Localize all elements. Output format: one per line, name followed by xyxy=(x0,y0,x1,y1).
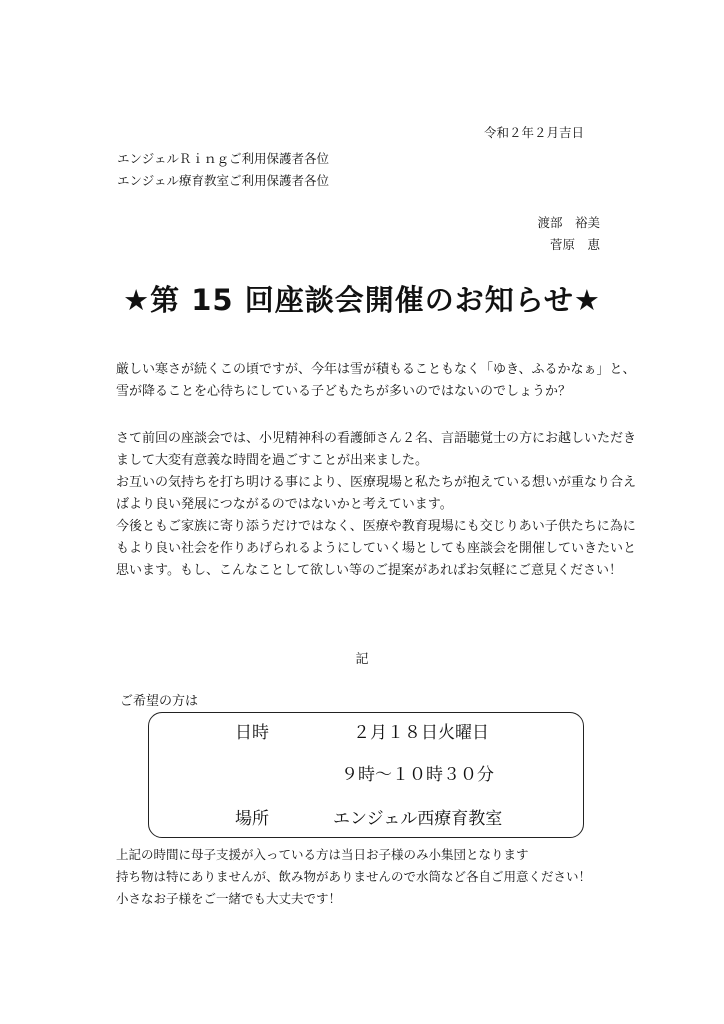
body-line: 今後ともご家族に寄り添うだけではなく、医療や教育現場にも交じりあい子供たちに為に xyxy=(116,519,636,534)
body-line: まして大変有意義な時間を過ごすことが出来ました。 xyxy=(116,453,429,468)
page-title: ★第 15 回座談会開催のお知らせ★ xyxy=(123,283,601,317)
issue-date: 令和２年２月吉日 xyxy=(484,125,585,140)
body-line: 雪が降ることを心待ちにしている子どもたちが多いのではないのでしょうか？ xyxy=(116,384,572,399)
note-line: 持ち物は特にありませんが、飲み物がありませんので水筒など各自ご用意ください！ xyxy=(116,869,592,884)
place-value: エンジェル西療育教室 xyxy=(333,809,503,829)
note-line: 上記の時間に母子支援が入っている方は当日お子様のみ小集団となります xyxy=(116,847,529,862)
event-details-box xyxy=(148,712,584,838)
sender-name: 菅原 恵 xyxy=(549,237,600,252)
recipient-line: エンジェル療育教室ご利用保護者各位 xyxy=(117,173,329,188)
body-line: 思います。もし、こんなことして欲しい等のご提案があればお気軽にご意見ください！ xyxy=(116,563,622,578)
recipient-line: エンジェルＲｉｎｇご利用保護者各位 xyxy=(117,151,329,166)
place-label: 場所 xyxy=(235,809,269,829)
body-paragraph-2 xyxy=(116,428,636,582)
body-paragraph-1 xyxy=(116,359,636,403)
body-line: ばより良い発展につながるのではないかと考えています。 xyxy=(116,497,453,512)
ki-heading: 記 xyxy=(355,652,369,667)
notes-block xyxy=(116,844,591,910)
body-line: さて前回の座談会では、小児精神科の看護師さん２名、言語聴覚士の方にお越しいただき xyxy=(116,431,637,446)
recipients-block xyxy=(117,148,329,192)
time-value: ９時～１０時３０分 xyxy=(341,765,494,785)
wish-label: ご希望の方は xyxy=(120,694,199,709)
senders-block xyxy=(537,212,600,256)
datetime-label: 日時 xyxy=(235,723,269,743)
date-value: ２月１８日火曜日 xyxy=(353,723,489,743)
note-line: 小さなお子様をご一緒でも大丈夫です！ xyxy=(116,891,342,906)
body-line: お互いの気持ちを打ち明ける事により、医療現場と私たちが抱えている想いが重なり合え xyxy=(116,475,637,490)
body-line: もより良い社会を作りあげられるようにしていく場としても座談会を開催していきたいと xyxy=(116,541,637,556)
sender-name: 渡部 裕美 xyxy=(537,215,600,230)
body-line: 厳しい寒さが続くこの頃ですが、今年は雪が積もることもなく「ゆき、ふるかなぁ」と、 xyxy=(116,362,636,377)
